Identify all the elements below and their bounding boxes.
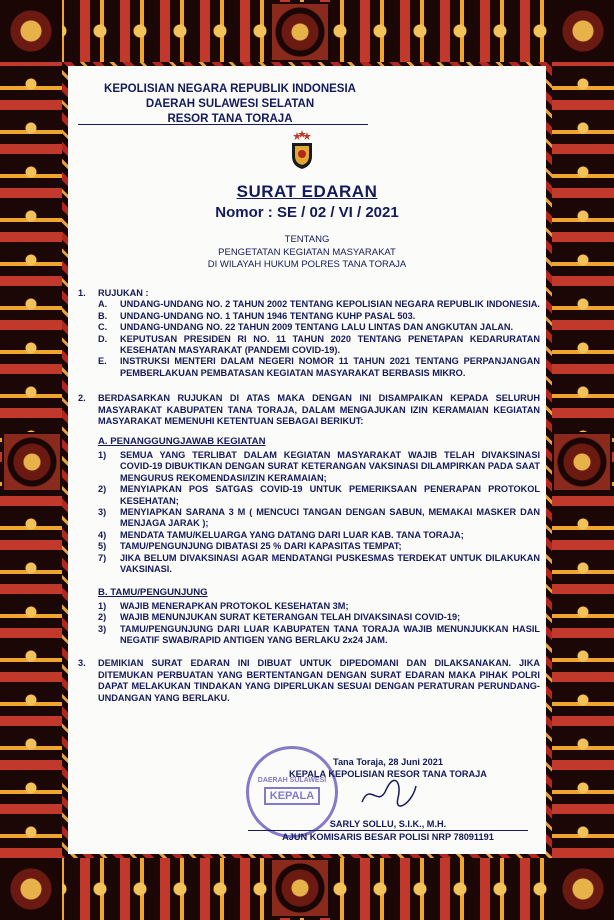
item-text: MENDATA TAMU/KELUARGA YANG DATANG DARI LUAR KAB. TANA TORAJA; bbox=[120, 529, 464, 540]
stamp-text: DAERAH SULAWESI bbox=[257, 776, 327, 784]
list-item bbox=[98, 601, 540, 612]
subject-line: TENTANG bbox=[284, 234, 330, 245]
signatory-office: KEPALA KEPOLISIAN RESOR TANA TORAJA bbox=[289, 769, 487, 779]
subsection-heading: A. PENANGGUNGJAWAB KEGIATAN bbox=[98, 436, 266, 448]
section-number: 3. bbox=[78, 658, 86, 669]
list-item bbox=[98, 553, 540, 576]
subject-line: DI WILAYAH HUKUM POLRES TANA TORAJA bbox=[207, 259, 407, 270]
list-item bbox=[98, 612, 540, 623]
signatory-rank: AJUN KOMISARIS BESAR POLISI NRP 78091191 bbox=[248, 830, 528, 843]
section-text: BERDASARKAN RUJUKAN DI ATAS MAKA DENGAN INI DISAMPAIKAN KEPADA SELURUH MASYARAKAT KABUPATEN TANA TORAJA, DALAM MENGAJUKAN IZIN KERAMAIAN KEGIATAN MASYARAKAT MEMENUHI KETENTUAN SEBAGAI BERIKUT: bbox=[98, 393, 540, 427]
list-item bbox=[98, 450, 540, 484]
item-key: 3) bbox=[98, 623, 107, 634]
border-corner bbox=[552, 0, 614, 62]
section-text: DEMIKIAN SURAT EDARAN INI DIBUAT UNTUK DIPEDOMANI DAN DILAKSANAKAN. JIKA DITEMUKAN PERBUATAN YANG BERTENTANGAN DENGAN SURAT EDARAN MAKA PIHAK POLRI DAPAT MELAKUKAN TINDAKAN YANG DIPERLUKAN SESUAI DENGAN PERATURAN PERUNDANG-UNDANGAN YANG BERLAKU. bbox=[98, 658, 540, 703]
document-title: SURAT EDARAN bbox=[236, 182, 378, 201]
letterhead-line: DAERAH SULAWESI SELATAN bbox=[145, 98, 315, 110]
letter-body bbox=[78, 288, 540, 712]
letterhead bbox=[90, 82, 370, 127]
item-key: 2) bbox=[98, 612, 107, 623]
item-text: UNDANG-UNDANG NO. 22 TAHUN 2009 TENTANG LALU LINTAS DAN ANGKUTAN JALAN. bbox=[120, 322, 514, 333]
subsection-heading: B. TAMU/PENGUNJUNG bbox=[98, 587, 208, 599]
item-text: MENYIAPKAN SARANA 3 M ( MENCUCI TANGAN DENGAN SABUN, MEMAKAI MASKER DAN MENJAGA JARAK ); bbox=[120, 506, 540, 529]
item-key: 1) bbox=[98, 600, 107, 611]
item-text: SEMUA YANG TERLIBAT DALAM KEGIATAN MASYARAKAT WAJIB TELAH DIVAKSINASI COVID-19 DIBUKTIKAN DENGAN SURAT KETERANGAN VAKSINASI DILAMPIRKAN PADA SAAT MENGURUS REKOMENDASI/IZIN KERAMAIAN; bbox=[120, 449, 540, 483]
section-number: 1. bbox=[78, 288, 86, 298]
item-text: WAJIB MENUNJUKAN SURAT KETERANGAN TELAH DIVAKSINASI COVID-19; bbox=[120, 612, 461, 623]
section-number: 2. bbox=[78, 393, 86, 404]
item-text: TAMU/PENGUNJUNG DARI LUAR KABUPATEN TANA TORAJA WAJIB MENUNJUKKAN HASIL NEGATIF SWAB/RAPID ANTIGEN YANG BERLAKU 2x24 JAM. bbox=[120, 623, 540, 645]
border-ornament bbox=[2, 432, 62, 492]
document-subject bbox=[68, 234, 546, 272]
list-item bbox=[98, 530, 540, 541]
border-ornament bbox=[270, 858, 330, 918]
list-item bbox=[98, 541, 540, 552]
item-key: 5) bbox=[98, 541, 107, 552]
letterhead-divider bbox=[78, 124, 368, 125]
item-key: 3) bbox=[98, 506, 107, 517]
item-text: WAJIB MENERAPKAN PROTOKOL KESEHATAN 3M; bbox=[120, 600, 349, 611]
stamp-text: KEPALA bbox=[264, 787, 320, 805]
border-ornament bbox=[552, 432, 612, 492]
border-corner bbox=[0, 0, 62, 62]
letterhead-line: KEPOLISIAN NEGARA REPUBLIK INDONESIA bbox=[104, 83, 356, 95]
section-rujukan bbox=[78, 288, 540, 379]
item-text: UNDANG-UNDANG NO. 2 TAHUN 2002 TENTANG KEPOLISIAN NEGARA REPUBLIK INDONESIA. bbox=[120, 299, 540, 310]
subject-line: PENGETATAN KEGIATAN MASYARAKAT bbox=[218, 246, 396, 258]
police-emblem-icon bbox=[287, 130, 317, 170]
item-key: 1) bbox=[98, 449, 107, 460]
list-item bbox=[98, 322, 540, 333]
item-key: D. bbox=[98, 333, 108, 344]
signatory-name: SARLY SOLLU, S.I.K., M.H. bbox=[329, 819, 447, 829]
border-ornament bbox=[270, 2, 330, 62]
list-item bbox=[98, 624, 540, 647]
item-text: MENYIAPKAN POS SATGAS COVID-19 UNTUK PEMERIKSAAN PENERAPAN PROTOKOL KESEHATAN; bbox=[120, 484, 540, 506]
section-ketentuan bbox=[78, 393, 540, 646]
list-item bbox=[98, 507, 540, 530]
border-corner bbox=[0, 858, 62, 920]
letterhead-line: RESOR TANA TORAJA bbox=[167, 113, 293, 125]
item-text: UNDANG-UNDANG NO. 1 TAHUN 1946 TENTANG KUHP PASAL 503. bbox=[120, 310, 416, 321]
list-item bbox=[98, 484, 540, 507]
border-corner bbox=[552, 858, 614, 920]
list-item bbox=[98, 334, 540, 357]
item-text: TAMU/PENGUNJUNG DIBATASI 25 % DARI KAPASITAS TEMPAT; bbox=[120, 541, 402, 552]
item-key: A. bbox=[98, 299, 108, 310]
list-item bbox=[98, 299, 540, 310]
document-number: Nomor : SE / 02 / VI / 2021 bbox=[215, 204, 399, 221]
place-date: Tana Toraja, 28 Juni 2021 bbox=[333, 757, 443, 767]
item-key: E. bbox=[98, 356, 107, 367]
list-item bbox=[98, 356, 540, 379]
item-key: 7) bbox=[98, 552, 107, 563]
item-text: KEPUTUSAN PRESIDEN RI NO. 11 TAHUN 2020 TENTANG PENETAPAN KEDARURATAN KESEHATAN MASYARAKAT (PANDEMI COVID-19). bbox=[120, 333, 540, 356]
item-key: 4) bbox=[98, 529, 107, 540]
item-key: 2) bbox=[98, 484, 107, 495]
item-text: JIKA BELUM DIVAKSINASI AGAR MENDATANGI PUSKESMAS TERDEKAT UNTUK DILAKUKAN VAKSINASI. bbox=[120, 552, 540, 574]
letter-paper bbox=[68, 66, 546, 854]
item-key: C. bbox=[98, 322, 108, 333]
item-text: INSTRUKSI MENTERI DALAM NEGERI NOMOR 11 TAHUN 2021 TENTANG PERPANJANGAN PEMBERLAKUAN PEMBATASAN KEGIATAN MASYARAKAT BERBASIS MIKRO. bbox=[120, 356, 540, 378]
section-heading: RUJUKAN : bbox=[98, 288, 149, 298]
item-key: B. bbox=[98, 310, 108, 321]
handwritten-signature-icon bbox=[358, 778, 418, 808]
list-item bbox=[98, 311, 540, 322]
section-penutup bbox=[78, 658, 540, 704]
